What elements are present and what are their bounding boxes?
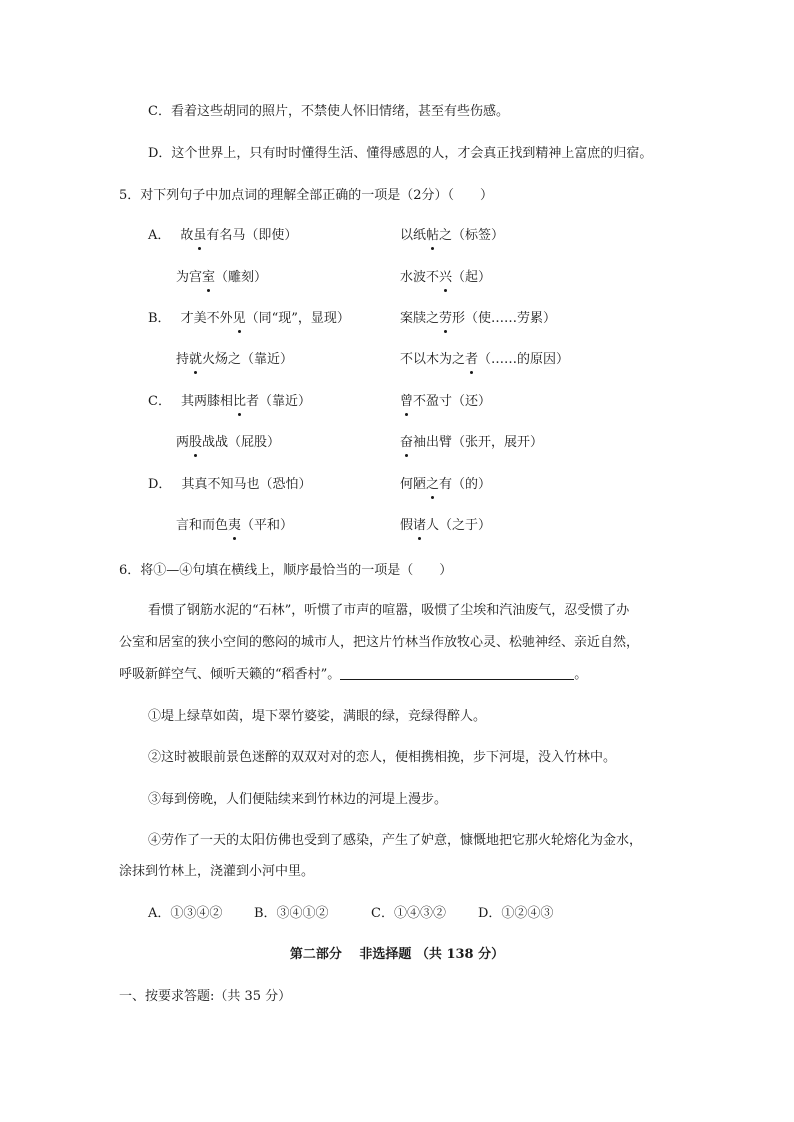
q5-option-d-row2-col2: 假诸人（之于） <box>400 516 491 536</box>
emphasis-dot-word: 室 <box>202 268 215 288</box>
q5-option-c-row2-col2: 奋袖出臂（张开，展开） <box>400 433 543 453</box>
emphasis-dot-word: 帖 <box>426 226 439 246</box>
q6-sentence-4-line2: 涂抹到竹林上，浇灌到小河中里。 <box>119 864 315 879</box>
q6-sentence-3: ③每到傍晚，人们便陆续来到竹林边的河堤上漫步。 <box>148 792 448 807</box>
q4-option-c: C．看着这些胡同的照片，不禁使人怀旧情绪，甚至有些伤感。 <box>148 104 509 119</box>
q6-sentence-4-line1: ④劳作了一天的太阳仿佛也受到了感染，产生了妒意，慷慨地把它那火轮熔化为金水， <box>148 833 643 848</box>
q6-stem: 6．将①—④句填在横线上，顺序最恰当的一项是（ ） <box>119 563 453 578</box>
q5-option-b-row1: B． 才美不外见（同“现”，显现） <box>148 309 350 329</box>
q5-option-a-row2: 为宫室（雕刻） <box>176 268 267 288</box>
q5-option-a-row1-col2: 以纸帖之（标签） <box>400 226 504 246</box>
emphasis-dot-word: 诸 <box>413 516 426 536</box>
part-two-heading: 第二部分 非选择题 （共 138 分） <box>289 947 505 962</box>
q6-option-a: A．①③④② <box>148 906 223 921</box>
emphasis-dot-word: 曾 <box>400 392 413 412</box>
emphasis-dot-word: 就 <box>189 350 202 370</box>
q5-option-b-row2-col2: 不以木为之者（……的原因） <box>400 350 569 370</box>
emphasis-dot-word: 股 <box>189 433 202 453</box>
q5-option-c-row1: C． 其两膝相比者（靠近） <box>148 392 311 412</box>
q5-option-b-row2: 持就火炀之（靠近） <box>176 350 293 370</box>
q5-option-c-row2: 两股战战（屁股） <box>176 433 280 453</box>
q6-option-c: C．①④③② <box>371 906 446 921</box>
emphasis-dot-word: 见 <box>233 309 246 329</box>
emphasis-dot-word: 比 <box>233 392 246 412</box>
emphasis-dot-word: 夷 <box>228 516 241 536</box>
q5-option-d-row2: 言和而色夷（平和） <box>176 516 293 536</box>
q5-option-a-row2-col2: 水波不兴（起） <box>400 268 491 288</box>
fill-in-blank <box>340 665 574 680</box>
q5-option-d-row1: D． 其真不知马也（恐怕） <box>148 477 312 492</box>
emphasis-dot-word: 兴 <box>439 268 452 288</box>
q6-option-b: B．③④①② <box>254 906 329 921</box>
emphasis-dot-word: 虽 <box>193 226 206 246</box>
emphasis-dot-word: 之 <box>426 475 439 495</box>
q6-sentence-1: ①堤上绿草如茵，堤下翠竹婆娑，满眼的绿，竞绿得醉人。 <box>148 709 487 724</box>
q5-d-letter: D． <box>148 477 172 492</box>
q5-stem: 5．对下列句子中加点词的理解全部正确的一项是（2分）（ ） <box>119 188 494 203</box>
emphasis-dot-word: 奋 <box>400 433 413 453</box>
q6-sentence-2: ②这时被眼前景色迷醉的双双对对的恋人，便相携相挽，步下河堤，没入竹林中。 <box>148 750 617 765</box>
q6-passage-line3: 呼吸新鲜空气、倾听天籁的“稻香村”。 。 <box>119 667 588 682</box>
q5-b-letter: B． <box>148 311 171 326</box>
q5-option-c-row1-col2: 曾不盈寸（还） <box>400 392 491 412</box>
q6-passage-line2: 公室和居室的狭小空间的憋闷的城市人，把这片竹林当作放牧心灵、松驰神经、亲近自然， <box>119 635 640 650</box>
q6-option-d: D．①②④③ <box>478 906 554 921</box>
section-one-heading: 一、按要求答题:（共 35 分） <box>119 989 292 1004</box>
q5-a-letter: A． <box>148 228 171 243</box>
q5-option-a-row1: A． 故虽有名马（即使） <box>148 226 297 246</box>
q5-c-letter: C． <box>148 394 171 409</box>
q5-option-b-row1-col2: 案牍之劳形（使……劳累） <box>400 309 556 329</box>
q5-option-d-row1-col2: 何陋之有（的） <box>400 475 491 495</box>
emphasis-dot-word: 者 <box>465 350 478 370</box>
emphasis-dot-word: 劳 <box>439 309 452 329</box>
q4-option-d: D．这个世界上，只有时时懂得生活、懂得感恩的人，才会真正找到精神上富庶的归宿。 <box>148 146 653 161</box>
q6-passage-line1: 看惯了钢筋水泥的“石林”，听惯了市声的喧嚣，吸惯了尘埃和汽油废气，忍受惯了办 <box>148 603 630 618</box>
